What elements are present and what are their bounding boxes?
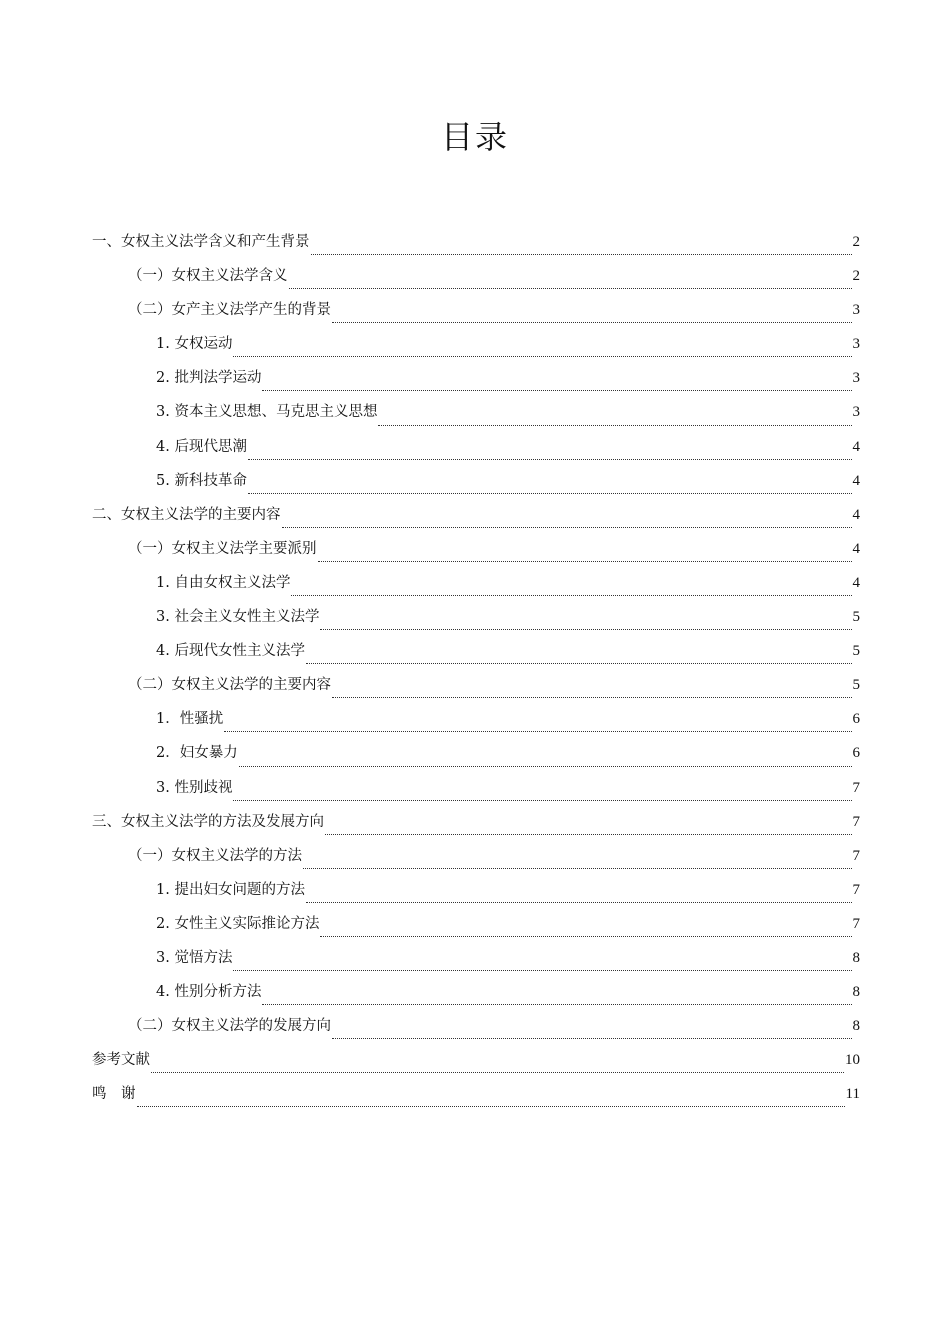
toc-entry-label: 4. 后现代思潮: [156, 438, 247, 455]
toc-entry[interactable]: [92, 573, 860, 607]
toc-entry[interactable]: [92, 675, 860, 709]
toc-entry-label: 4. 性别分析方法: [156, 984, 262, 1001]
toc-entry[interactable]: [92, 709, 860, 743]
toc-entry-label: 一、女权主义法学含义和产生背景: [92, 234, 310, 250]
dot-leader: [262, 389, 851, 391]
dot-leader: [151, 1071, 844, 1073]
toc-entry-label: 1. 女权运动: [156, 336, 233, 353]
dot-leader: [306, 901, 852, 903]
toc-entry[interactable]: [92, 846, 860, 880]
dot-leader: [291, 594, 851, 596]
toc-entry[interactable]: [92, 471, 860, 505]
toc-entry-label: 5. 新科技革命: [156, 472, 247, 489]
toc-entry-label: 2. 批判法学运动: [156, 370, 262, 387]
toc-entry-label: 1．性骚扰: [156, 711, 224, 728]
toc-entry[interactable]: [92, 778, 860, 812]
toc-entry-page: 4: [852, 540, 860, 557]
dot-leader: [332, 696, 852, 698]
toc-entry-page: 8: [852, 949, 860, 966]
toc-entry-page: 3: [852, 336, 860, 353]
dot-leader: [332, 321, 852, 323]
toc-entry-label: 4. 后现代女性主义法学: [156, 643, 305, 660]
dot-leader: [233, 799, 851, 801]
dot-leader: [325, 833, 852, 835]
toc-entry[interactable]: [92, 914, 860, 948]
dot-leader: [378, 424, 851, 426]
toc-entry-label: 鸣 谢: [92, 1086, 136, 1103]
toc-entry[interactable]: [92, 1084, 860, 1118]
dot-leader: [248, 458, 852, 460]
dot-leader: [233, 969, 851, 971]
toc-entry[interactable]: [92, 641, 860, 675]
dot-leader: [239, 765, 852, 767]
toc-entry-page: 11: [845, 1086, 860, 1103]
toc-entry-page: 8: [852, 984, 860, 1001]
toc-entry-page: 7: [852, 881, 860, 898]
toc-entry-page: 5: [852, 609, 860, 626]
toc-entry[interactable]: [92, 539, 860, 573]
toc-entry-page: 2: [852, 234, 860, 250]
toc-entry-label: 2. 女性主义实际推论方法: [156, 915, 320, 932]
table-of-contents: [92, 232, 860, 1118]
toc-entry-label: 二、女权主义法学的主要内容: [92, 506, 281, 523]
toc-entry-label: （二）女权主义法学的主要内容: [128, 677, 331, 694]
toc-entry[interactable]: [92, 505, 860, 539]
dot-leader: [233, 355, 851, 357]
dot-leader: [318, 560, 852, 562]
toc-entry[interactable]: [92, 607, 860, 641]
toc-entry[interactable]: [92, 232, 860, 266]
toc-entry-label: （二）女产主义法学产生的背景: [128, 302, 331, 319]
toc-entry-page: 7: [852, 847, 860, 864]
toc-entry-label: 三、女权主义法学的方法及发展方向: [92, 813, 324, 830]
dot-leader: [289, 287, 852, 289]
toc-entry[interactable]: [92, 266, 860, 300]
toc-entry-page: 4: [852, 574, 860, 591]
toc-entry-page: 6: [852, 745, 860, 762]
toc-entry-page: 3: [852, 404, 860, 421]
toc-entry-label: 参考文献: [92, 1052, 150, 1069]
toc-entry-label: （二）女权主义法学的发展方向: [128, 1018, 331, 1035]
toc-entry[interactable]: [92, 402, 860, 436]
dot-leader: [137, 1105, 845, 1107]
toc-entry-label: 1. 提出妇女问题的方法: [156, 881, 305, 898]
toc-entry-page: 10: [845, 1052, 860, 1069]
toc-entry-page: 6: [852, 711, 860, 728]
dot-leader: [311, 253, 852, 255]
toc-entry[interactable]: [92, 982, 860, 1016]
dot-leader: [332, 1037, 852, 1039]
toc-entry[interactable]: [92, 300, 860, 334]
dot-leader: [282, 526, 852, 528]
dot-leader: [303, 867, 852, 869]
toc-entry[interactable]: [92, 743, 860, 777]
toc-entry-page: 3: [852, 370, 860, 387]
toc-entry-page: 4: [852, 472, 860, 489]
toc-entry-label: 1. 自由女权主义法学: [156, 574, 291, 591]
toc-entry-label: 3. 社会主义女性主义法学: [156, 609, 320, 626]
toc-entry-page: 3: [852, 302, 860, 319]
toc-entry-label: 3. 觉悟方法: [156, 949, 233, 966]
toc-entry-page: 5: [852, 677, 860, 694]
toc-entry-page: 7: [852, 779, 860, 796]
toc-entry[interactable]: [92, 437, 860, 471]
dot-leader: [248, 492, 852, 494]
toc-entry[interactable]: [92, 948, 860, 982]
toc-entry-page: 5: [852, 643, 860, 660]
toc-entry[interactable]: [92, 1050, 860, 1084]
page-title: 目录: [440, 118, 509, 156]
toc-entry-label: （一）女权主义法学的方法: [128, 847, 302, 864]
dot-leader: [224, 730, 851, 732]
dot-leader: [306, 662, 852, 664]
toc-entry[interactable]: [92, 334, 860, 368]
toc-entry[interactable]: [92, 880, 860, 914]
toc-entry-page: 8: [852, 1018, 860, 1035]
toc-entry-page: 2: [852, 268, 860, 285]
toc-entry-label: 3. 资本主义思想、马克思主义思想: [156, 404, 378, 421]
toc-entry-page: 4: [852, 438, 860, 455]
toc-entry-label: 3. 性别歧视: [156, 779, 233, 796]
toc-entry[interactable]: [92, 1016, 860, 1050]
toc-entry-label: 2．妇女暴力: [156, 745, 238, 762]
dot-leader: [262, 1003, 851, 1005]
toc-entry-label: （一）女权主义法学含义: [128, 268, 288, 285]
toc-entry[interactable]: [92, 368, 860, 402]
toc-entry-page: 7: [852, 915, 860, 932]
dot-leader: [320, 935, 851, 937]
toc-entry[interactable]: [92, 812, 860, 846]
dot-leader: [320, 628, 851, 630]
toc-entry-page: 7: [852, 813, 860, 830]
toc-entry-page: 4: [852, 506, 860, 523]
toc-entry-label: （一）女权主义法学主要派别: [128, 540, 317, 557]
